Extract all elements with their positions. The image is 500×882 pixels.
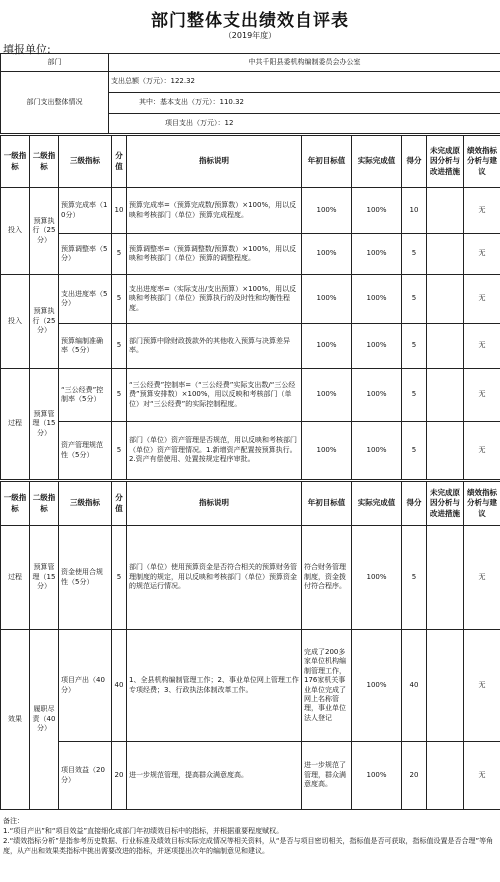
description-cell: “三公经费”控制率=（“三公经费”实际支出数/“三公经费”预算安排数）×100%，用以反映和考核部门（单位）对“三公经费”的实际控制程度。 — [127, 369, 302, 422]
col-advice: 绩效指标分析与建议 — [464, 482, 500, 526]
level2-cell: 履职尽责（40分） — [30, 630, 59, 810]
col-level1: 一级指标 — [1, 482, 30, 526]
level3-cell: 项目产出（40分） — [59, 630, 112, 742]
col-target: 年初目标值 — [302, 482, 352, 526]
actual-cell: 100% — [352, 422, 402, 480]
target-cell: 完成了200多家单位机构编制管理工作，176家机关事业单位完成了网上名称管理，事业单位法人登记 — [302, 630, 352, 742]
description-cell: 部门（单位）使用预算资金是否符合相关的预算财务管理制度的规定，用以反映和考核部门（单位）预算资金的规范运行情况。 — [127, 526, 302, 630]
advice-cell: 无 — [464, 369, 500, 422]
level1-cell: 效果 — [1, 630, 30, 810]
basic-expenditure: 其中：基本支出（万元）：110.32 — [109, 93, 500, 114]
score-cell: 5 — [112, 369, 127, 422]
actual-cell: 100% — [352, 526, 402, 630]
score-cell: 5 — [112, 422, 127, 480]
level1-cell: 过程 — [1, 369, 30, 480]
table-row — [1, 275, 500, 324]
target-cell: 100% — [302, 369, 352, 422]
col-advice: 绩效指标分析与建议 — [464, 136, 500, 188]
summary-table — [0, 53, 500, 134]
target-cell: 100% — [302, 275, 352, 324]
table-row — [1, 742, 500, 810]
reason-cell — [427, 630, 464, 742]
level2-cell: 预算管理（15分） — [30, 526, 59, 630]
description-cell: 部门（单位）资产管理是否规范，用以反映和考核部门（单位）资产管理情况。1.新增资产配置按预算执行。2.资产有偿使用、处置按规定程序审批。 — [127, 422, 302, 480]
description-cell: 部门预算中除财政拨款外的其他收入预算与决算差异率。 — [127, 324, 302, 369]
page-title: 部门整体支出绩效自评表 — [151, 11, 349, 31]
description-cell: 支出进度率=（实际支出/支出预算）×100%，用以反映和考核部门（单位）预算执行的及时性和均衡性程度。 — [127, 275, 302, 324]
score-cell: 5 — [112, 324, 127, 369]
got-cell: 40 — [402, 630, 427, 742]
col-got: 得分 — [402, 482, 427, 526]
table-row — [1, 234, 500, 275]
level3-cell: 资产管理规范性（5分） — [59, 422, 112, 480]
table-row — [1, 369, 500, 422]
score-cell: 5 — [112, 275, 127, 324]
score-cell: 5 — [112, 234, 127, 275]
col-level1: 一级指标 — [1, 136, 30, 188]
total-expenditure: 支出总额（万元）：122.32 — [109, 72, 500, 93]
advice-cell: 无 — [464, 742, 500, 810]
got-cell: 5 — [402, 275, 427, 324]
col-score: 分值 — [112, 136, 127, 188]
advice-cell: 无 — [464, 324, 500, 369]
level1-cell: 投入 — [1, 275, 30, 369]
level3-cell: 支出进度率（5分） — [59, 275, 112, 324]
indicator-table-1 — [0, 135, 500, 480]
advice-cell: 无 — [464, 234, 500, 275]
description-cell: 预算完成率=（预算完成数/预算数）×100%，用以反映和考核部门（单位）预算完成程度。 — [127, 188, 302, 234]
table-row — [1, 526, 500, 630]
level3-cell: 项目效益（20分） — [59, 742, 112, 810]
col-got: 得分 — [402, 136, 427, 188]
col-reason: 未完成原因分析与改进措施 — [427, 136, 464, 188]
actual-cell: 100% — [352, 369, 402, 422]
target-cell: 符合财务管理制度，资金拨付符合程序。 — [302, 526, 352, 630]
target-cell: 100% — [302, 324, 352, 369]
reason-cell — [427, 234, 464, 275]
col-actual: 实际完成值 — [352, 136, 402, 188]
score-cell: 40 — [112, 630, 127, 742]
description-cell: 进一步规范管理，提高群众满意度高。 — [127, 742, 302, 810]
level3-cell: 预算完成率（10分） — [59, 188, 112, 234]
overall-label: 部门支出整体情况 — [1, 72, 109, 134]
advice-cell: 无 — [464, 526, 500, 630]
target-cell: 100% — [302, 422, 352, 480]
reason-cell — [427, 526, 464, 630]
level2-cell: 预算管理（15分） — [30, 369, 59, 480]
actual-cell: 100% — [352, 324, 402, 369]
level3-cell: “三公经费”控制率（5分） — [59, 369, 112, 422]
level1-cell: 投入 — [1, 188, 30, 275]
advice-cell: 无 — [464, 275, 500, 324]
reason-cell — [427, 742, 464, 810]
actual-cell: 100% — [352, 630, 402, 742]
got-cell: 5 — [402, 526, 427, 630]
table-header — [1, 136, 500, 188]
table-row — [1, 188, 500, 234]
reason-cell — [427, 324, 464, 369]
notes-title: 备注： — [3, 817, 24, 825]
reason-cell — [427, 422, 464, 480]
actual-cell: 100% — [352, 188, 402, 234]
score-cell: 20 — [112, 742, 127, 810]
got-cell: 10 — [402, 188, 427, 234]
col-actual: 实际完成值 — [352, 482, 402, 526]
description-cell: 1、全县机构编制管理工作；2、事业单位网上管理工作专项经费；3、行政执法体制改革工作。 — [127, 630, 302, 742]
target-cell: 100% — [302, 188, 352, 234]
note-1: 1.“项目产出”和“项目效益”直接细化成部门年初绩效目标中的指标，并根据重要程度赋权。 — [3, 827, 284, 836]
advice-cell: 无 — [464, 422, 500, 480]
col-target: 年初目标值 — [302, 136, 352, 188]
dept-value: 中共千阳县委机构编制委员会办公室 — [109, 54, 500, 72]
table-row — [1, 422, 500, 480]
col-level3: 三级指标 — [59, 136, 112, 188]
level1-cell: 过程 — [1, 526, 30, 630]
year-label: （2019年度） — [223, 31, 277, 40]
advice-cell: 无 — [464, 630, 500, 742]
score-cell: 5 — [112, 526, 127, 630]
table-row — [1, 630, 500, 742]
notes — [3, 816, 497, 857]
table-header — [1, 482, 500, 526]
got-cell: 5 — [402, 422, 427, 480]
got-cell: 20 — [402, 742, 427, 810]
col-reason: 未完成原因分析与改进措施 — [427, 482, 464, 526]
level2-cell: 预算执行（25分） — [30, 275, 59, 369]
actual-cell: 100% — [352, 234, 402, 275]
col-level3: 三级指标 — [59, 482, 112, 526]
reason-cell — [427, 275, 464, 324]
table-row — [1, 324, 500, 369]
got-cell: 5 — [402, 324, 427, 369]
level3-cell: 预算编制准确率（5分） — [59, 324, 112, 369]
level3-cell: 预算调整率（5分） — [59, 234, 112, 275]
note-2: 2.“绩效指标分析”是指参考历史数据、行业标准及绩效目标实际完成情况等相关资料，从“是否与项目密切相关，指标值是否可获取，指标值设置是否合理”等角度，从产出和效果类指标中挑出需要改进的指标，并逐项提出次年的编制意见和建议。 — [3, 837, 494, 856]
target-cell: 进一步规范了管理，群众满意度高。 — [302, 742, 352, 810]
col-level2: 二级指标 — [30, 482, 59, 526]
advice-cell: 无 — [464, 188, 500, 234]
got-cell: 5 — [402, 369, 427, 422]
got-cell: 5 — [402, 234, 427, 275]
reason-cell — [427, 369, 464, 422]
target-cell: 100% — [302, 234, 352, 275]
level2-cell: 预算执行（25分） — [30, 188, 59, 275]
fill-unit-label: 填报单位: — [3, 43, 51, 56]
project-expenditure: 项目支出（万元）：12 — [109, 114, 500, 134]
col-description: 指标说明 — [127, 482, 302, 526]
description-cell: 预算调整率=（预算调整数/预算数）×100%，用以反映和考核部门（单位）预算的调整程度。 — [127, 234, 302, 275]
indicator-table-2 — [0, 481, 500, 810]
col-level2: 二级指标 — [30, 136, 59, 188]
actual-cell: 100% — [352, 275, 402, 324]
actual-cell: 100% — [352, 742, 402, 810]
dept-label: 部门 — [1, 54, 109, 72]
level3-cell: 资金使用合规性（5分） — [59, 526, 112, 630]
col-score: 分值 — [112, 482, 127, 526]
score-cell: 10 — [112, 188, 127, 234]
col-description: 指标说明 — [127, 136, 302, 188]
reason-cell — [427, 188, 464, 234]
